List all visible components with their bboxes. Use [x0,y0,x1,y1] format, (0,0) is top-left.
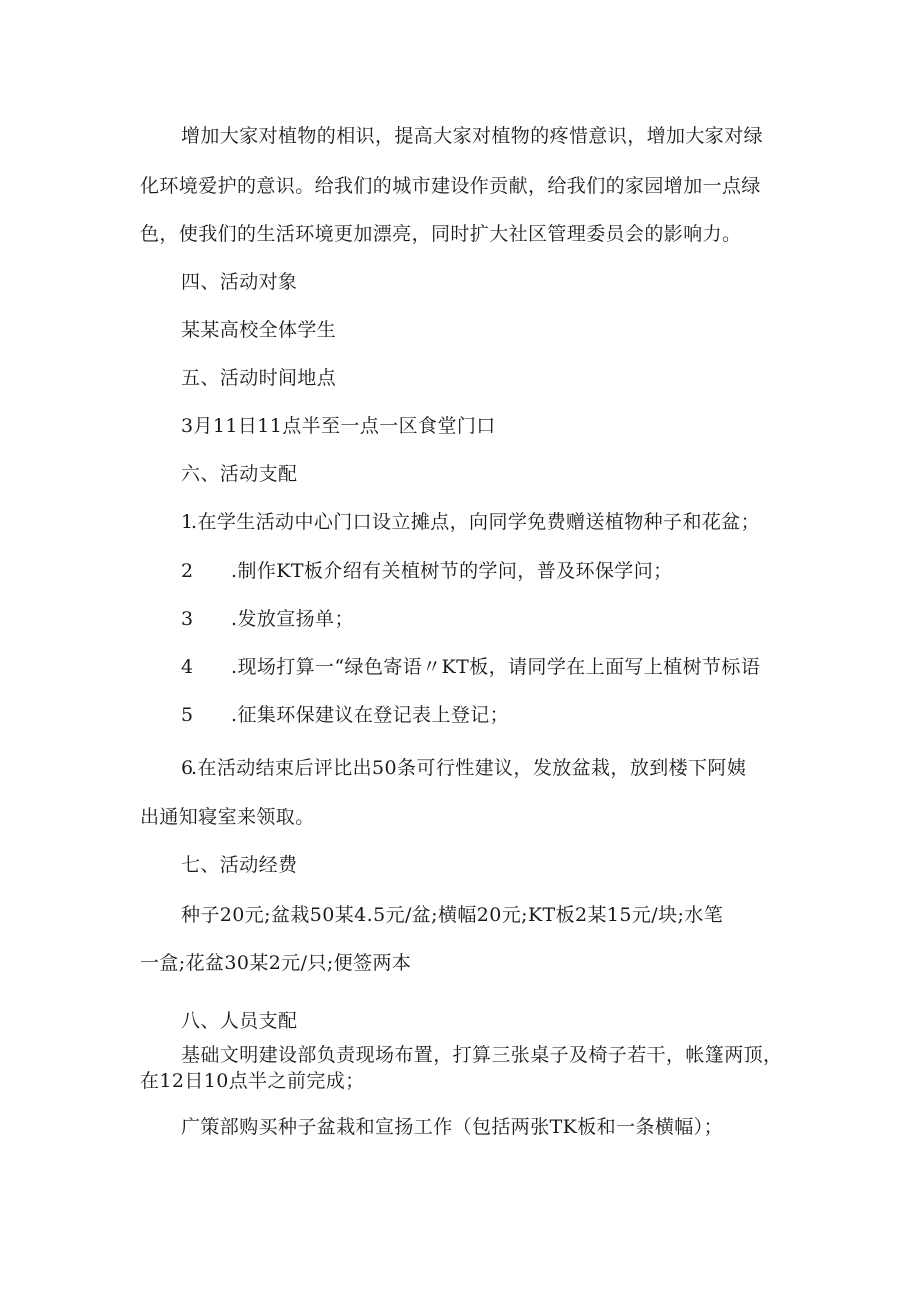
section-5-heading: 五、活动时间地点 [181,367,337,389]
section-7-line-1: 种子20元;盆栽50某4.5元/盆;横幅20元;KT板2某15元/块;水笔 [181,904,724,926]
list-item-text: .在活动结束后评比出50条可行性建议，发放盆栽，放到楼下阿姨 [191,757,747,779]
section-4-heading: 四、活动对象 [181,271,298,293]
list-item-number: 6 [181,757,194,779]
list-item-number: 5 [181,704,194,726]
list-item [181,559,673,583]
section-8-line-1: 基础文明建设部负责现场布置，打算三张桌子及椅子若干，帐篷两顶， [181,1044,783,1066]
section-8-line-2: 在12日10点半之前完成； [140,1070,365,1092]
intro-line-1: 增加大家对植物的相识，提高大家对植物的疼惜意识，增加大家对绿 [181,125,764,147]
list-item [181,703,509,727]
list-item-text: .征集环保建议在登记表上登记； [231,704,510,726]
list-item-text: .在学生活动中心门口设立摊点，向同学免费赠送植物种子和花盆； [191,511,761,533]
list-item [181,510,760,534]
section-4-body: 某某高校全体学生 [181,319,337,341]
list-item [181,655,760,679]
section-8-heading: 八、人员支配 [181,1010,298,1032]
list-item-number: 3 [181,608,194,630]
list-item-number: 4 [181,656,194,678]
list-item [181,607,354,631]
section-7-heading: 七、活动经费 [181,854,298,876]
list-item-number: 2 [181,560,194,582]
section-8-line-3: 广策部购买种子盆栽和宣扬工作（包括两张TK板和一条横幅）； [181,1116,723,1138]
intro-line-2: 化环境爱护的意识。给我们的城市建设作贡献，给我们的家园增加一点绿 [140,175,761,197]
section-6-heading: 六、活动支配 [181,463,298,485]
list-item-text: .现场打算一“绿色寄语〃KT板，请同学在上面写上植树节标语 [231,656,761,678]
list-item-text: .发放宣扬单； [231,608,354,630]
intro-line-3: 色，使我们的生活环境更加漂亮，同时扩大社区管理委员会的影响力。 [140,223,742,245]
section-5-body: 3月11日11点半至一点一区食堂门口 [181,415,496,437]
list-item [181,756,746,780]
list-item-text: .制作KT板介绍有关植树节的学问，普及环保学问； [231,560,673,582]
list-item-continuation: 出通知寝室来领取。 [140,806,315,828]
section-7-line-2: 一盒;花盆30某2元/只;便签两本 [140,952,412,974]
list-item-number: 1 [181,511,194,533]
